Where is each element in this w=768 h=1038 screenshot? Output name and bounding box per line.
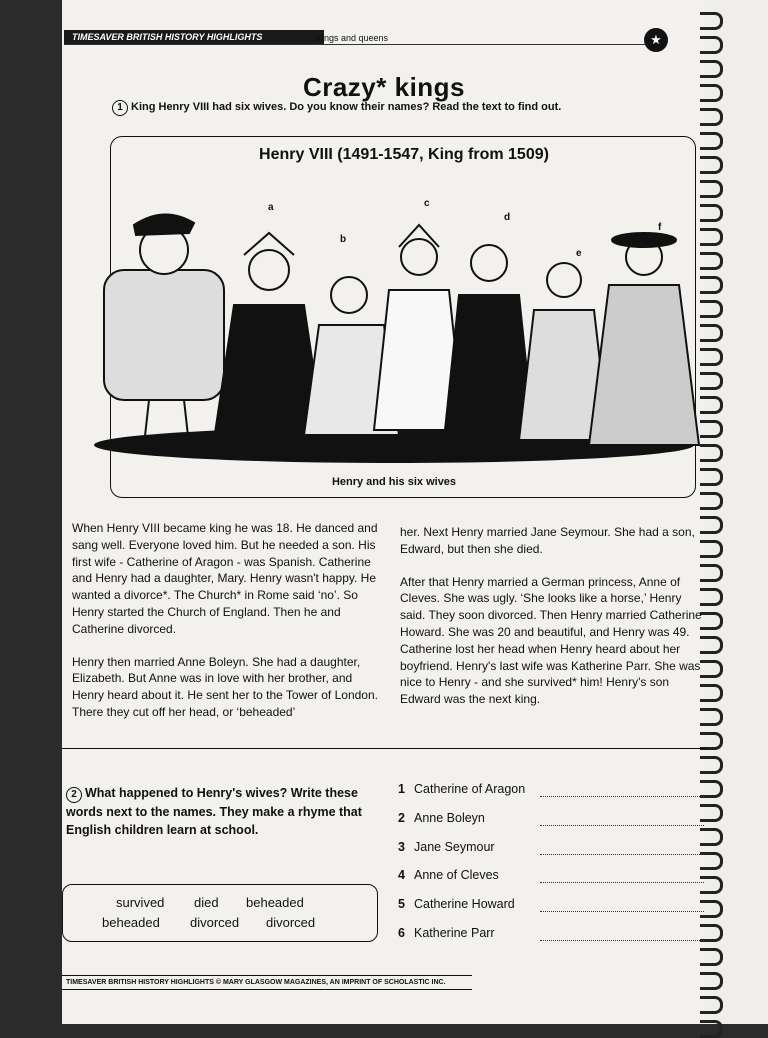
wife-name: Anne of Cleves <box>414 868 499 883</box>
spiral-ring <box>700 564 723 582</box>
henry-figure <box>104 214 224 445</box>
spiral-ring <box>700 684 723 702</box>
page-footer: TIMESAVER BRITISH HISTORY HIGHLIGHTS © MARY GLASGOW MAGAZINES, AN IMPRINT OF SCHOLASTIC INC. <box>62 975 472 990</box>
exercise-2-number: 2 <box>66 787 82 803</box>
spiral-ring <box>700 636 723 654</box>
story-paragraph-3: her. Next Henry married Jane Seymour. She had a son, Edward, but then she died. <box>400 525 695 556</box>
exercise-2-text: What happened to Henry's wives? Write these words next to the names. They make a rhyme that English children learn at school. <box>66 786 362 837</box>
word-box <box>62 884 378 942</box>
exercise-1-instruction <box>112 100 561 116</box>
wife-name: Catherine Howard <box>414 897 515 912</box>
spiral-ring <box>700 108 723 126</box>
wife-letter-a: a <box>268 202 274 213</box>
wife-letter-b: b <box>340 234 347 245</box>
word-beheaded: beheaded <box>102 915 160 930</box>
story-paragraph-1: When Henry VIII became king he was 18. He danced and sang well. Everyone loved him. But he needed a son. His first wife - Catherine of Aragon - was Spanish. Catherine and Henry had a daughter, Mary. Henry wasn't happy. He wanted a divorce*. The Church* in Rome said ‘no’. So Henry started the Church of England. Then he and Catherine divorced. <box>72 521 378 636</box>
henry-and-wives-illustration <box>64 195 704 470</box>
answer-blank[interactable] <box>540 940 704 941</box>
spiral-ring <box>700 12 723 30</box>
answer-row: 2 Anne Boleyn <box>398 811 704 840</box>
wife-name: Anne Boleyn <box>414 810 485 825</box>
exercise-1-number: 1 <box>112 100 128 116</box>
spiral-ring <box>700 972 723 990</box>
spiral-ring <box>700 540 723 558</box>
story-paragraph-4: After that Henry married a German princess, Anne of Cleves. She was ugly. ‘She looks like a horse,’ Henry said. They soon divorced. Then Henry married Catherine Howard. She was 20 and beautiful, and Henry was 49. Catherine lost her head when Henry heard about her boyfriend. Henry's last wife was Katherine Parr. She was nice to Henry - and she survived* him! Henry's son Edward was the next king. <box>400 574 702 707</box>
word-beheaded: beheaded <box>246 895 304 910</box>
word-survived: survived <box>116 895 165 910</box>
answer-row: 6 Katherine Parr <box>398 926 704 955</box>
spiral-ring <box>700 612 723 630</box>
star-icon: ★ <box>644 28 668 52</box>
word-divorced: divorced <box>266 915 316 930</box>
page-title: Crazy* kings <box>302 72 466 102</box>
wife-letter-d: d <box>504 212 511 223</box>
answer-blank[interactable] <box>540 796 704 797</box>
answer-blank[interactable] <box>540 854 704 855</box>
story-left-column <box>72 520 384 737</box>
answer-blank[interactable] <box>540 882 704 883</box>
exercise-2-instruction <box>66 784 366 839</box>
answer-row: 3 Jane Seymour <box>398 840 704 869</box>
answer-row: 5 Catherine Howard <box>398 897 704 926</box>
spiral-ring <box>700 996 723 1014</box>
section-divider <box>62 748 708 749</box>
wife-letter-c: c <box>424 198 430 209</box>
spiral-ring <box>700 1020 723 1038</box>
story-paragraph-2: Henry then married Anne Boleyn. She had a daughter, Elizabeth. But Anne was in love with her brother, and Henry heard about it. He sent her to the Tower of London. There they cut off her head, or ‘beheaded’ <box>72 654 378 719</box>
wife-f-figure <box>589 233 699 445</box>
wife-letter-e: e <box>576 248 582 259</box>
spiral-ring <box>700 516 723 534</box>
spiral-ring <box>700 756 723 774</box>
word-died: died <box>194 895 219 910</box>
spiral-ring <box>700 36 723 54</box>
spiral-ring <box>700 588 723 606</box>
story-right-column <box>400 524 702 724</box>
answer-blank[interactable] <box>540 911 704 912</box>
spiral-ring <box>700 492 723 510</box>
word-divorced: divorced <box>190 915 240 930</box>
answer-row: 1 Catherine of Aragon <box>398 782 704 811</box>
spiral-ring <box>700 660 723 678</box>
spiral-ring <box>700 708 723 726</box>
exercise-1-text: King Henry VIII had six wives. Do you know their names? Read the text to find out. <box>131 101 562 113</box>
series-title: TIMESAVER BRITISH HISTORY HIGHLIGHTS <box>64 30 324 44</box>
panel-title: Henry VIII (1491-1547, King from 1509) <box>259 146 549 163</box>
topic-label: Kings and queens <box>316 33 389 43</box>
wife-letter-f: f <box>658 222 662 233</box>
wives-answer-list <box>398 782 704 955</box>
wife-d-figure <box>444 245 534 440</box>
header-rule <box>64 44 650 45</box>
wife-name: Katherine Parr <box>414 925 495 940</box>
wife-name: Jane Seymour <box>414 839 495 854</box>
answer-row: 4 Anne of Cleves <box>398 868 704 897</box>
illustration-caption: Henry and his six wives <box>331 476 457 488</box>
wife-name: Catherine of Aragon <box>414 782 526 796</box>
answer-blank[interactable] <box>540 825 704 826</box>
